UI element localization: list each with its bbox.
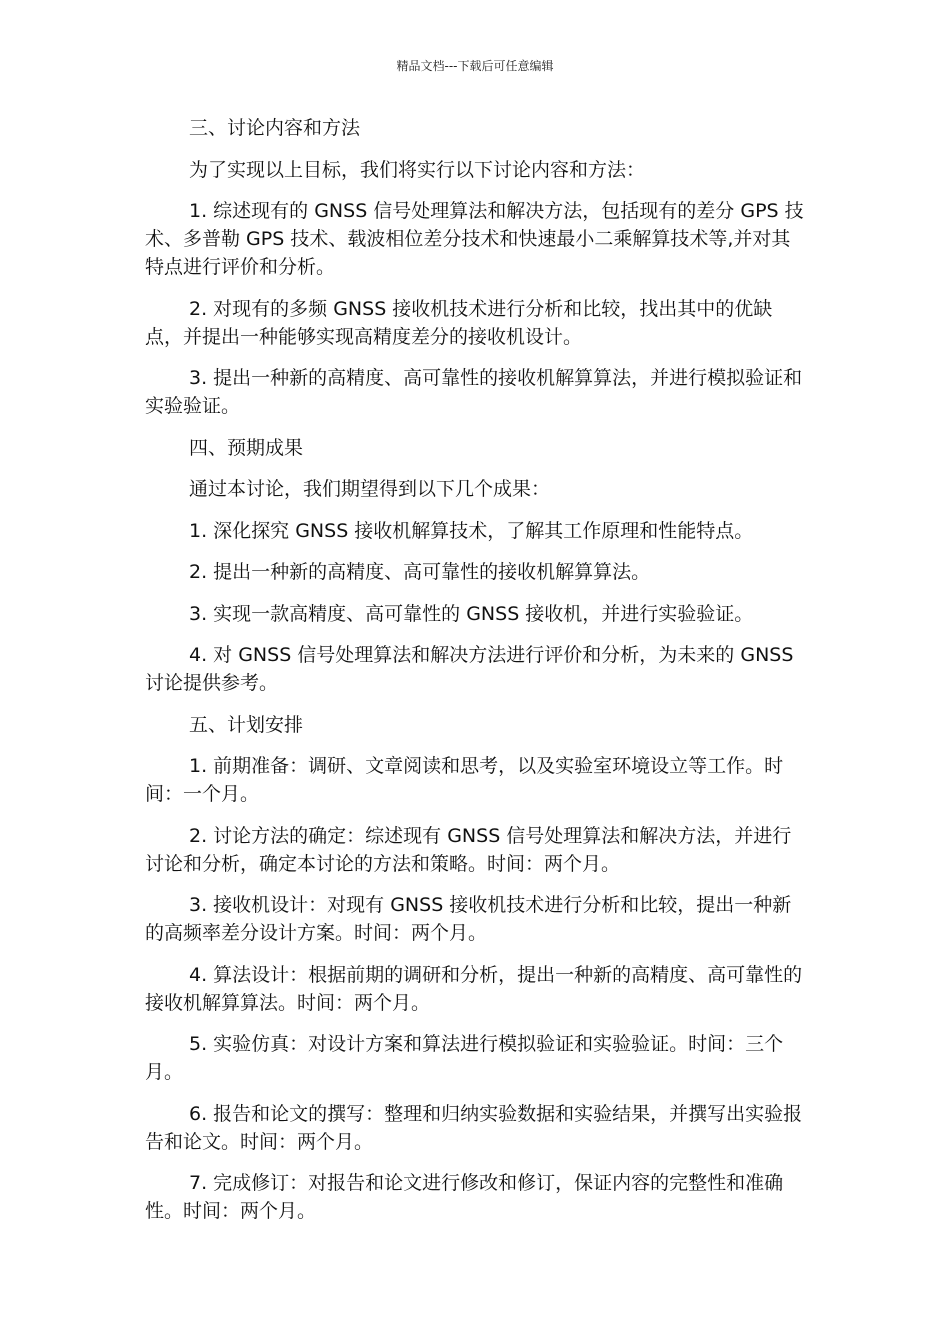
paragraph: 通过本讨论，我们期望得到以下几个成果： [189,478,551,500]
list-item: 3. 实现一款高精度、高可靠性的 GNSS 接收机，并进行实验验证。 [189,602,754,625]
list-item: 4. 对 GNSS 信号处理算法和解决方法进行评价和分析，为未来的 GNSS 讨论提供参考。 [145,644,794,694]
list-item: 1. 综述现有的 GNSS 信号处理算法和解决方法，包括现有的差分 GPS 技术、多普勒 GPS 技术、载波相位差分技术和快速最小二乘解算技术等,并对其特点进行评价和分析。 [145,200,804,278]
list-item: 1. 前期准备：调研、文章阅读和思考，以及实验室环境设立等工作。时间：一个月。 [145,755,784,805]
list-item: 5. 实验仿真：对设计方案和算法进行模拟验证和实验验证。时间：三个月。 [145,1033,784,1083]
list-item: 3. 提出一种新的高精度、高可靠性的接收机解算算法，并进行模拟验证和实验验证。 [145,367,803,417]
list-item: 4. 算法设计：根据前期的调研和分析，提出一种新的高精度、高可靠性的接收机解算算法。时间：两个月。 [145,963,803,1014]
section-heading-results: 四、预期成果 [189,436,304,459]
paragraph: 为了实现以上目标，我们将实行以下讨论内容和方法： [189,158,646,181]
list-item: 2. 对现有的多频 GNSS 接收机技术进行分析和比较，找出其中的优缺点，并提出一种能够实现高精度差分的接收机设计。 [145,297,773,348]
list-item: 2. 讨论方法的确定：综述现有 GNSS 信号处理算法和解决方法，并进行讨论和分析，确定本讨论的方法和策略。时间：两个月。 [145,824,792,875]
document-body [145,114,807,1239]
list-item: 1. 深化探究 GNSS 接收机解算技术，了解其工作原理和性能特点。 [189,519,754,542]
list-item: 3. 接收机设计：对现有 GNSS 接收机技术进行分析和比较，提出一种新的高频率差分设计方案。时间：两个月。 [145,894,792,944]
page-header: 精品文档---下载后可任意编辑 [396,59,554,73]
list-item: 6. 报告和论文的撰写：整理和归纳实验数据和实验结果，并撰写出实验报告和论文。时间：两个月。 [145,1102,803,1153]
list-item: 7. 完成修订：对报告和论文进行修改和修订，保证内容的完整性和准确性。时间：两个月。 [145,1172,784,1222]
list-item: 2. 提出一种新的高精度、高可靠性的接收机解算算法。 [189,561,651,583]
section-heading-discussion: 三、讨论内容和方法 [189,117,361,139]
section-heading-plan: 五、计划安排 [189,713,304,736]
